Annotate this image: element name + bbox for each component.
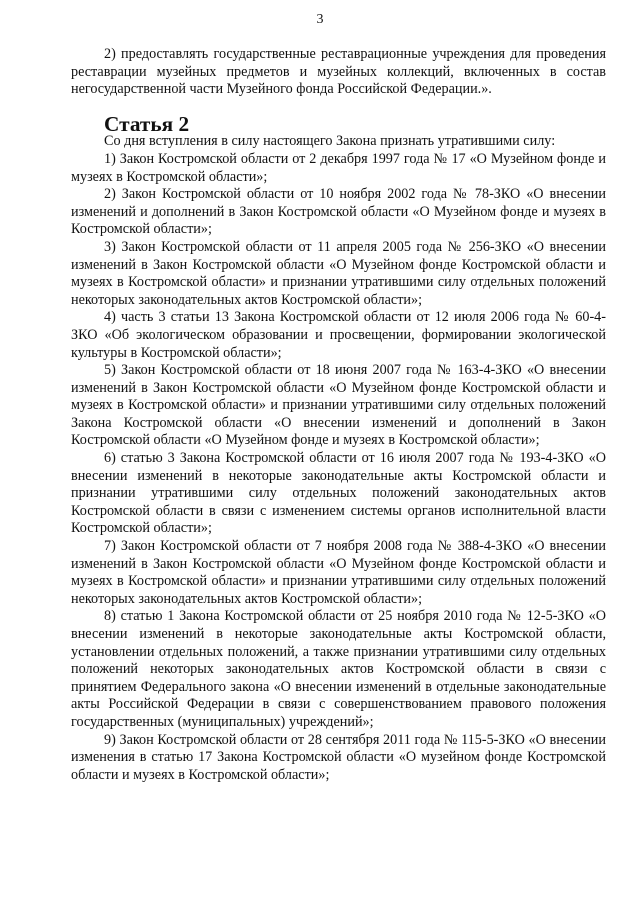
list-item: 1) Закон Костромской области от 2 декабря 1997 года № 17 «О Музейном фонде и музеях в Костромской области»; (71, 150, 606, 185)
page-number: 3 (316, 12, 324, 27)
list-item: 3) Закон Костромской области от 11 апреля 2005 года № 256-ЗКО «О внесении изменений в Закон Костромской области «О Музейном фонде Костромской области и музеях в Костромской области» и признании утратившими силу отдельных положений некоторых законодательных актов Костромской области»; (71, 238, 606, 308)
article-lead: Со дня вступления в силу настоящего Закона признать утратившими силу: (104, 133, 556, 150)
intro-item: 2) предоставлять государственные реставрационные учреждения для проведения реставрации музейных предметов и музейных коллекций, включенных в состав негосударственной части Музейного фонда Российской Федерации.». (71, 46, 606, 98)
list-item: 9) Закон Костромской области от 28 сентября 2011 года № 115-5-ЗКО «О внесении изменения в статью 17 Закона Костромской области «О музейном фонде Костромской области и музеях в Костромской области»; (71, 731, 606, 783)
article-heading: Статья 2 (104, 111, 190, 136)
list-item: 2) Закон Костромской области от 10 ноября 2002 года № 78-ЗКО «О внесении изменений и дополнений в Закон Костромской области «О Музейном фонде и музеях в Костромской области»; (71, 186, 606, 238)
document-body (71, 46, 606, 784)
list-item: 7) Закон Костромской области от 7 ноября 2008 года № 388-4-ЗКО «О внесении изменений в Закон Костромской области «О Музейном фонде Костромской области и музеях в Костромской области» и признании утратившими силу отдельных положений некоторых законодательных актов Костромской области»; (71, 538, 606, 607)
list-item: 5) Закон Костромской области от 18 июня 2007 года № 163-4-ЗКО «О внесении изменений в Закон Костромской области «О Музейном фонде Костромской области и музеях в Костромской области» и признании утратившими силу отдельных положений Закона Костромской области «О внесении изменений и дополнений в Закон Костромской области «О Музейном фонде и музеях в Костромской области»; (71, 362, 606, 449)
list-item: 6) статью 3 Закона Костромской области от 16 июля 2007 года № 193-4-ЗКО «О внесении изменений в некоторые законодательные акты Костромской области и признании утратившими силу отдельных положений законодательных актов Костромской области в связи с изменением системы органов исполнительной власти Костромской области»; (71, 450, 606, 537)
list-item: 4) часть 3 статьи 13 Закона Костромской области от 12 июля 2006 года № 60-4-ЗКО «Об экологическом образовании и просвещении, формировании экологической культуры в Костромской области»; (71, 309, 606, 361)
list-item: 8) статью 1 Закона Костромской области от 25 ноября 2010 года № 12-5-ЗКО «О внесении изменений в некоторые законодательные акты Костромской области, установлении отдельных положений, а также признании утратившими силу отдельных положений некоторых законодательных актов Костромской области в связи с принятием Федерального закона «О внесении изменений в отдельные законодательные акты Российской Федерации в связи с совершенствованием правового положения государственных (муниципальных) учреждений»; (71, 608, 606, 730)
